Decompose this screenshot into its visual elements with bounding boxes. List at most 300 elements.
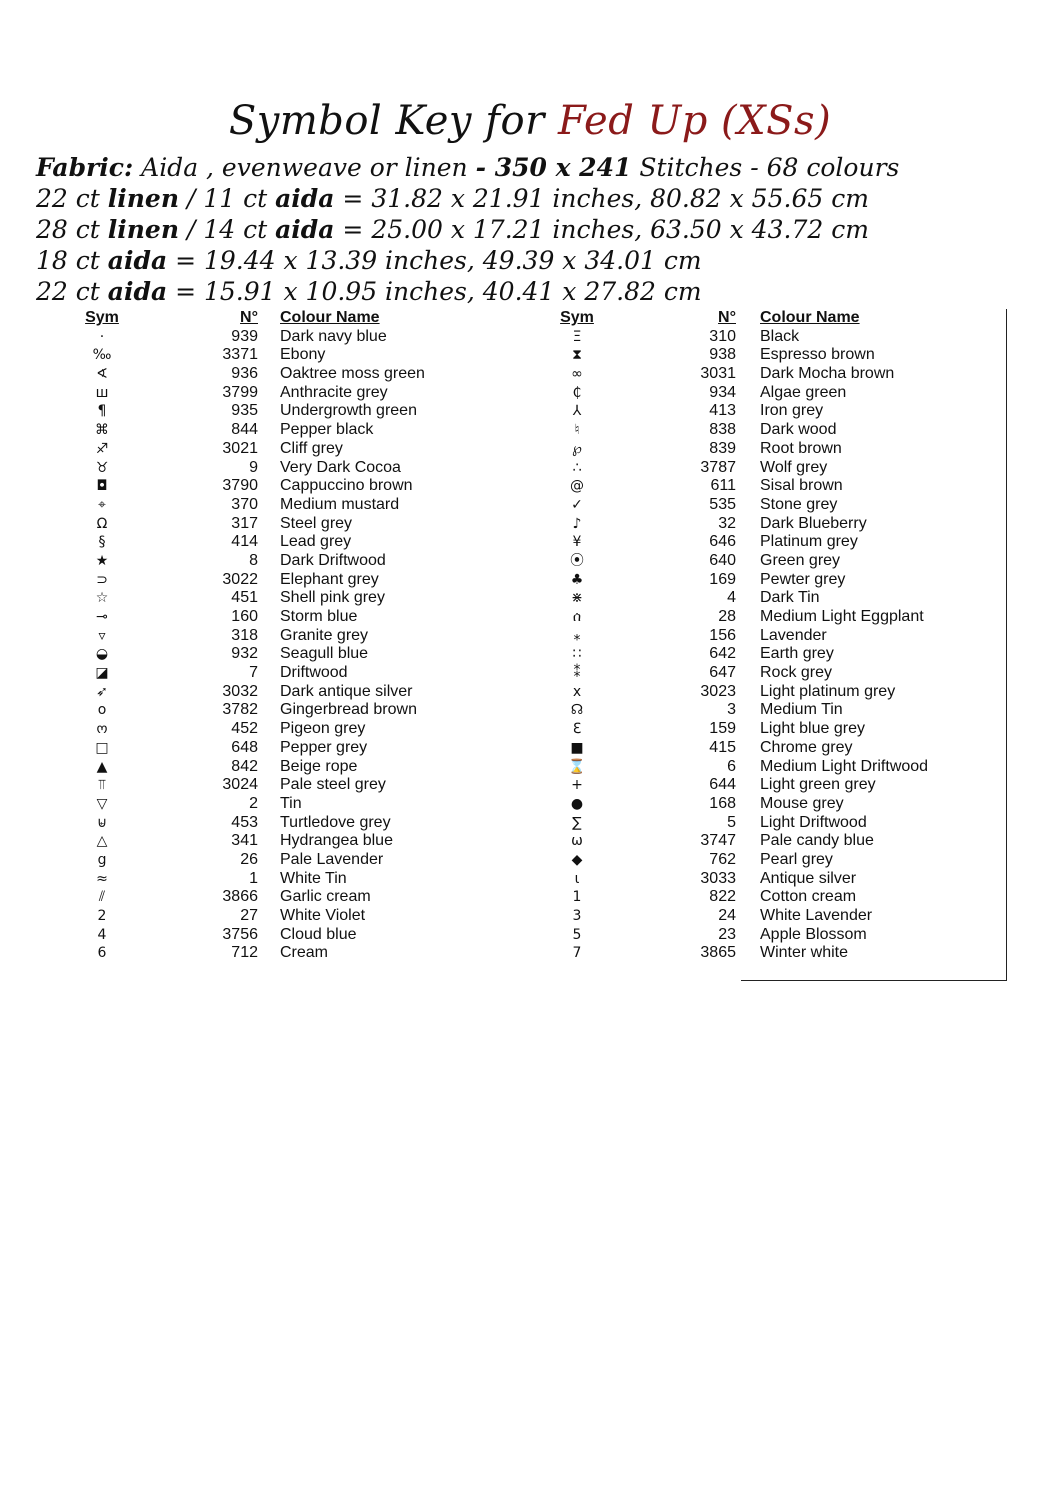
floss-number: 9 <box>249 458 258 476</box>
floss-number: 370 <box>231 495 258 513</box>
key-row <box>545 589 965 608</box>
size-fabric: aida <box>107 246 168 275</box>
colour-name: Lavender <box>760 626 827 644</box>
fabric-info <box>36 152 1026 307</box>
colour-name: Undergrowth green <box>280 402 417 420</box>
colour-name: Hydrangea blue <box>280 832 393 850</box>
size-fabric: aida <box>107 277 168 306</box>
floss-number: 32 <box>718 514 736 532</box>
floss-number: 413 <box>709 402 736 420</box>
colour-name: Algae green <box>760 383 847 401</box>
key-row <box>545 459 965 478</box>
floss-number: 844 <box>231 421 258 439</box>
floss-number: 3023 <box>700 682 736 700</box>
colour-name: Cappuccino brown <box>280 477 413 495</box>
floss-number: 3782 <box>222 701 258 719</box>
size-count: 22 ct <box>36 277 108 306</box>
stitch-symbol: ⌖ <box>98 496 106 513</box>
stitch-symbol: ց <box>97 851 107 868</box>
key-row <box>545 814 965 833</box>
key-row <box>545 907 965 926</box>
stitch-symbol: ◪ <box>95 665 109 682</box>
floss-number: 5 <box>727 813 736 831</box>
key-row <box>70 944 490 963</box>
key-row <box>545 645 965 664</box>
key-row <box>70 384 490 403</box>
key-row <box>545 870 965 889</box>
floss-number: 3799 <box>222 383 258 401</box>
colour-name: Cloud blue <box>280 925 357 943</box>
key-row <box>545 776 965 795</box>
floss-number: 27 <box>240 907 258 924</box>
floss-number: 3032 <box>222 682 258 700</box>
stitch-symbol: ■ <box>570 739 584 756</box>
stitch-symbol: 3 <box>572 908 582 924</box>
colour-name: Earth grey <box>760 645 834 663</box>
size-fabric: linen <box>107 184 180 213</box>
size-fabric: linen <box>107 215 180 244</box>
floss-number: 168 <box>709 794 736 812</box>
floss-number: 646 <box>709 533 736 551</box>
key-row <box>70 814 490 833</box>
colour-name: Oaktree moss green <box>280 365 425 383</box>
floss-number: 341 <box>231 832 258 850</box>
colour-name: Pale Lavender <box>280 850 384 868</box>
colour-name: Driftwood <box>280 664 348 682</box>
key-row <box>545 683 965 702</box>
key-row <box>70 795 490 814</box>
stitch-symbol: ♮ <box>574 422 580 439</box>
stitch-symbol: 6 <box>97 945 107 962</box>
colour-name: Light platinum grey <box>760 682 896 700</box>
size-fabric-2: aida <box>275 184 335 213</box>
floss-number: 842 <box>231 757 258 775</box>
key-row <box>70 832 490 851</box>
floss-number: 647 <box>709 664 736 682</box>
key-row <box>70 571 490 590</box>
stitch-symbol: ▿ <box>98 627 106 644</box>
stitch-symbol: ➶ <box>96 683 108 700</box>
key-row <box>70 758 490 777</box>
floss-number: 6 <box>727 757 736 775</box>
stitch-symbol: ¶ <box>97 403 107 420</box>
stitch-symbol: ⊃ <box>96 571 108 588</box>
stitch-symbol: ℇ <box>572 721 582 738</box>
stitch-symbol: Ω <box>96 515 108 532</box>
stitch-symbol: ⌛ <box>568 758 586 775</box>
key-row <box>545 346 965 365</box>
key-row <box>70 365 490 384</box>
key-row <box>70 720 490 739</box>
size-line <box>36 183 1026 214</box>
key-row <box>545 944 965 963</box>
colour-name: Dark navy blue <box>280 327 387 345</box>
floss-number: 28 <box>718 608 736 625</box>
floss-number: 310 <box>709 327 736 345</box>
colour-name: Medium Light Driftwood <box>760 757 929 775</box>
floss-number: 3747 <box>700 832 736 850</box>
stitch-symbol: ✓ <box>571 496 583 513</box>
key-header <box>70 309 490 328</box>
floss-number: 3033 <box>700 869 736 887</box>
colour-name: Platinum grey <box>760 533 858 551</box>
key-row <box>70 888 490 907</box>
table-right-border <box>1006 309 1007 981</box>
key-row <box>70 870 490 889</box>
key-row <box>545 664 965 683</box>
stitch-symbol: o <box>97 702 107 719</box>
stitch-symbol: ⅄ <box>572 403 582 420</box>
stitch-colours: Stitches - 68 colours <box>631 153 900 182</box>
key-row <box>545 888 965 907</box>
colour-name: Granite grey <box>280 626 369 644</box>
key-row <box>70 645 490 664</box>
key-row <box>545 496 965 515</box>
floss-number: 640 <box>709 551 736 569</box>
stitch-symbol: ♉ <box>95 459 109 476</box>
size-dimensions: = 19.44 x 13.39 inches, 49.39 x 34.01 cm <box>167 246 702 275</box>
key-row <box>545 384 965 403</box>
colour-name: Sisal brown <box>760 477 843 495</box>
stitch-symbol: @ <box>570 478 584 495</box>
stitch-symbol: □ <box>95 739 109 756</box>
key-row <box>70 328 490 347</box>
pattern-name: Fed Up (XSs) <box>557 98 832 144</box>
colour-name: Cream <box>280 944 329 962</box>
floss-number: 3 <box>727 701 736 719</box>
stitch-symbol: ◆ <box>571 851 583 868</box>
stitch-symbol: 5 <box>572 926 582 943</box>
colour-name: White Tin <box>280 869 347 887</box>
colour-name: Antique silver <box>760 869 857 887</box>
fabric-line <box>36 152 1026 183</box>
stitch-symbol: △ <box>96 833 108 850</box>
size-line <box>36 245 1026 276</box>
key-row <box>70 515 490 534</box>
stitch-symbol: ⁑ <box>573 665 581 682</box>
key-row <box>545 328 965 347</box>
stitch-symbol: ∴ <box>572 459 582 476</box>
floss-number: 7 <box>249 664 258 682</box>
floss-number: 24 <box>718 907 736 924</box>
size-line <box>36 214 1026 245</box>
colour-name: Storm blue <box>280 608 358 625</box>
colour-name: Pewter grey <box>760 570 846 588</box>
colour-name: Dark Driftwood <box>280 551 386 569</box>
key-row <box>70 608 490 627</box>
key-row <box>545 701 965 720</box>
stitch-symbol: ¥ <box>572 534 582 551</box>
colour-name: Cliff grey <box>280 439 343 457</box>
stitch-symbol: + <box>571 777 583 794</box>
colour-name: Chrome grey <box>760 738 853 756</box>
floss-number: 156 <box>709 626 736 644</box>
key-row <box>70 459 490 478</box>
key-row <box>70 589 490 608</box>
colour-name: Mouse grey <box>760 794 844 812</box>
size-dimensions: = 25.00 x 17.21 inches, 63.50 x 43.72 cm <box>334 215 869 244</box>
stitch-symbol: ◒ <box>95 646 109 663</box>
floss-number: 451 <box>231 589 258 607</box>
colour-name: Green grey <box>760 551 841 569</box>
floss-number: 3756 <box>222 925 258 943</box>
key-row <box>545 421 965 440</box>
stitch-symbol: ℘ <box>572 440 582 457</box>
colour-name: White Lavender <box>760 907 873 924</box>
symbol-key-left <box>70 309 490 963</box>
stitch-symbol: § <box>98 534 106 551</box>
key-row <box>545 533 965 552</box>
key-header <box>545 309 965 328</box>
key-row <box>70 739 490 758</box>
key-row <box>545 571 965 590</box>
key-row <box>70 421 490 440</box>
colour-name: Medium Light Eggplant <box>760 608 924 625</box>
floss-number: 453 <box>231 813 258 831</box>
key-row <box>70 683 490 702</box>
size-dimensions: = 31.82 x 21.91 inches, 80.82 x 55.65 cm <box>334 184 869 213</box>
stitch-symbol: ⫪ <box>98 777 106 794</box>
colour-name: Medium mustard <box>280 495 400 513</box>
floss-number: 160 <box>231 608 258 625</box>
sym-header: Sym <box>85 309 119 326</box>
colour-name: Very Dark Cocoa <box>280 458 401 476</box>
stitch-symbol: ⧗ <box>572 347 582 364</box>
stitch-symbol: ₵ <box>572 384 582 401</box>
size-count: 28 ct <box>36 215 108 244</box>
key-row <box>545 608 965 627</box>
colour-name: Anthracite grey <box>280 383 388 401</box>
stitch-symbol: ⁎ <box>573 627 581 644</box>
key-row <box>545 627 965 646</box>
colour-name: Garlic cream <box>280 888 371 906</box>
stitch-symbol: ∞ <box>571 366 583 383</box>
colour-name: Espresso brown <box>760 346 875 364</box>
key-row <box>70 346 490 365</box>
stitch-symbol: ⌘ <box>95 422 109 439</box>
key-row <box>545 926 965 945</box>
colour-name-header: Colour Name <box>760 309 860 326</box>
colour-name: Turtledove grey <box>280 813 391 831</box>
stitch-symbol: ● <box>570 795 584 812</box>
colour-name: Black <box>760 327 800 345</box>
fabric-label: Fabric: <box>36 153 134 182</box>
key-row <box>545 851 965 870</box>
stitch-symbol: ⊸ <box>96 609 108 625</box>
floss-number: 938 <box>709 346 736 364</box>
floss-number: 712 <box>231 944 258 962</box>
colour-name: Rock grey <box>760 664 833 682</box>
key-row <box>70 533 490 552</box>
floss-number: 26 <box>240 850 258 868</box>
key-row <box>545 365 965 384</box>
stitch-symbol: ▲ <box>96 758 108 775</box>
floss-number: 169 <box>709 570 736 588</box>
colour-name: Lead grey <box>280 533 352 551</box>
colour-name: Elephant grey <box>280 570 379 588</box>
stitch-symbol: Ξ <box>572 328 582 345</box>
stitch-symbol: ሰ <box>572 609 582 625</box>
floss-number: 3865 <box>700 944 736 962</box>
colour-name: Dark wood <box>760 421 837 439</box>
colour-name: Apple Blossom <box>760 925 867 943</box>
key-row <box>545 402 965 421</box>
colour-name: Stone grey <box>760 495 838 513</box>
colour-name: Light blue grey <box>760 720 865 738</box>
stitch-symbol: ≈ <box>96 870 108 887</box>
colour-name: Dark Mocha brown <box>760 365 895 383</box>
colour-name: Pepper grey <box>280 738 368 756</box>
floss-number: 23 <box>718 925 736 943</box>
size-line <box>36 276 1026 307</box>
floss-number: 2 <box>249 794 258 812</box>
colour-name: Shell pink grey <box>280 589 385 607</box>
stitch-size: - 350 x 241 <box>475 153 632 182</box>
stitch-symbol: ◘ <box>96 478 108 495</box>
size-dimensions: = 15.91 x 10.95 inches, 40.41 x 27.82 cm <box>167 277 702 306</box>
stitch-symbol: ☆ <box>95 590 109 607</box>
floss-number: 414 <box>231 533 258 551</box>
stitch-symbol: ☊ <box>570 702 584 719</box>
number-header: N° <box>240 309 258 326</box>
fabric-types: Aida , evenweave or linen <box>133 153 476 182</box>
stitch-symbol: ♪ <box>572 515 582 532</box>
floss-number: 3021 <box>222 439 258 457</box>
colour-name: Light green grey <box>760 776 876 794</box>
floss-number: 644 <box>709 776 736 794</box>
floss-number: 452 <box>231 720 258 738</box>
floss-number: 3866 <box>222 888 258 906</box>
colour-name: Dark Tin <box>760 589 820 607</box>
stitch-symbol: ∑ <box>572 814 582 831</box>
key-row <box>545 477 965 496</box>
floss-number: 317 <box>231 514 258 532</box>
floss-number: 535 <box>709 495 736 513</box>
number-header: N° <box>718 309 736 326</box>
floss-number: 3787 <box>700 458 736 476</box>
colour-name: Gingerbread brown <box>280 701 417 719</box>
colour-name: Winter white <box>760 944 849 962</box>
floss-number: 4 <box>727 589 736 607</box>
key-row <box>70 402 490 421</box>
key-row <box>70 627 490 646</box>
stitch-symbol: 2 <box>97 908 107 924</box>
key-row <box>545 515 965 534</box>
floss-number: 3022 <box>222 570 258 588</box>
floss-number: 822 <box>709 888 736 906</box>
size-count: 22 ct <box>36 184 108 213</box>
key-row <box>70 907 490 926</box>
symbol-key-right <box>545 309 965 963</box>
stitch-symbol: ⋇ <box>571 590 583 607</box>
colour-name: Dark Blueberry <box>760 514 867 532</box>
floss-number: 415 <box>709 738 736 756</box>
colour-name: Dark antique silver <box>280 682 413 700</box>
floss-number: 936 <box>231 365 258 383</box>
colour-name: Tin <box>280 794 302 812</box>
floss-number: 934 <box>709 383 736 401</box>
colour-name: Pearl grey <box>760 850 833 868</box>
page-title <box>0 98 1060 144</box>
stitch-symbol: ♣ <box>570 571 584 588</box>
floss-number: 838 <box>709 421 736 439</box>
floss-number: 3790 <box>222 477 258 495</box>
colour-name: Light Driftwood <box>760 813 867 831</box>
sym-header: Sym <box>560 309 594 326</box>
key-row <box>70 851 490 870</box>
stitch-symbol: ⦿ <box>570 552 584 569</box>
colour-name: Pepper black <box>280 421 374 439</box>
stitch-symbol: ⊌ <box>96 814 108 831</box>
key-row <box>545 440 965 459</box>
floss-number: 3031 <box>700 365 736 383</box>
key-row <box>70 440 490 459</box>
floss-number: 611 <box>710 477 736 495</box>
colour-name: Pigeon grey <box>280 720 366 738</box>
size-count-2: / 11 ct <box>179 184 276 213</box>
colour-name: Wolf grey <box>760 458 828 476</box>
size-count: 18 ct <box>36 246 108 275</box>
colour-name: Medium Tin <box>760 701 843 719</box>
colour-name: Iron grey <box>760 402 824 420</box>
key-rows-left <box>70 328 490 963</box>
key-row <box>545 795 965 814</box>
floss-number: 3371 <box>222 346 258 364</box>
floss-number: 839 <box>709 439 736 457</box>
key-row <box>70 701 490 720</box>
floss-number: 318 <box>231 626 258 644</box>
size-fabric-2: aida <box>275 215 335 244</box>
key-row <box>545 552 965 571</box>
floss-number: 1 <box>249 869 258 887</box>
floss-number: 8 <box>249 551 258 569</box>
colour-name: Steel grey <box>280 514 353 532</box>
stitch-symbol: ▽ <box>96 795 108 812</box>
stitch-symbol: ო <box>96 721 108 738</box>
stitch-symbol: ★ <box>95 552 109 569</box>
floss-number: 642 <box>709 645 736 663</box>
key-row <box>70 552 490 571</box>
table-bottom-border <box>741 980 1007 981</box>
floss-number: 3024 <box>222 776 258 794</box>
stitch-symbol: ɩ <box>574 870 580 887</box>
stitch-symbol: ‰ <box>92 347 112 364</box>
key-row <box>545 758 965 777</box>
colour-name: Cotton cream <box>760 888 857 906</box>
stitch-symbol: ⫽ <box>98 889 106 906</box>
title-prefix: Symbol Key for <box>228 98 545 144</box>
stitch-symbol: ш <box>95 384 109 401</box>
floss-number: 648 <box>231 738 258 756</box>
stitch-symbol: x <box>572 683 582 700</box>
stitch-symbol: ∷ <box>572 646 582 663</box>
stitch-symbol: ∢ <box>96 366 108 383</box>
stitch-symbol: ω <box>571 833 583 850</box>
colour-name-header: Colour Name <box>280 309 380 326</box>
stitch-symbol: ♐ <box>95 440 109 457</box>
stitch-symbol: 7 <box>572 945 582 962</box>
colour-name: Ebony <box>280 346 326 364</box>
colour-name: Pale steel grey <box>280 776 386 794</box>
key-row <box>70 776 490 795</box>
floss-number: 932 <box>231 645 258 663</box>
key-row <box>70 477 490 496</box>
colour-name: White Violet <box>280 907 366 924</box>
key-row <box>545 720 965 739</box>
key-row <box>70 496 490 515</box>
floss-number: 935 <box>231 402 258 420</box>
key-row <box>70 664 490 683</box>
